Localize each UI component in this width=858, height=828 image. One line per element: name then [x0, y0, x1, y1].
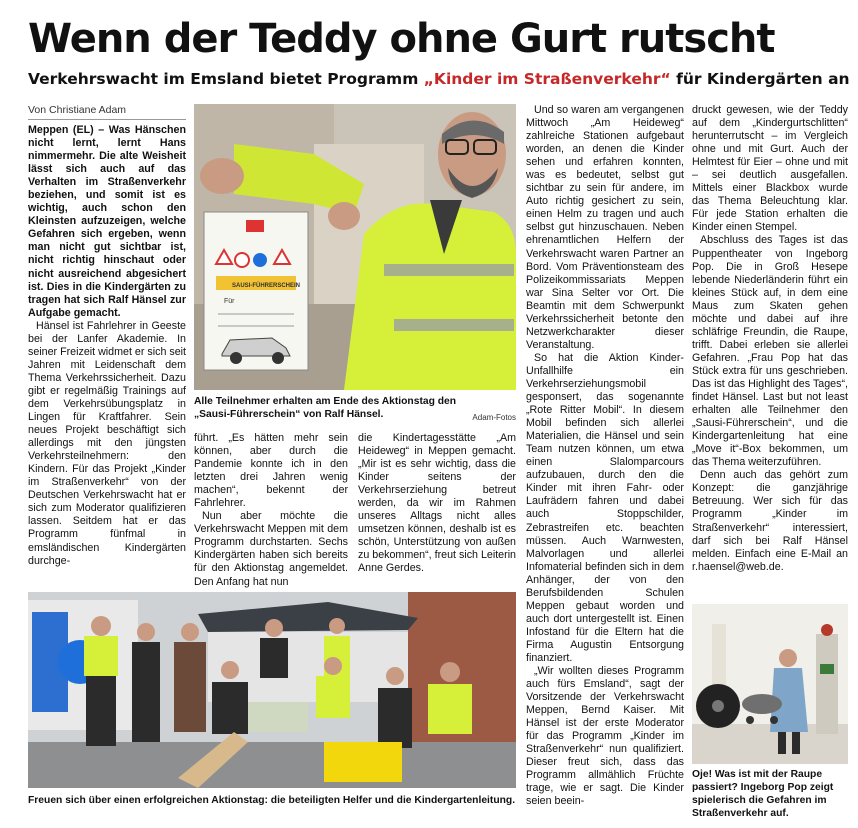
- byline-rule: [28, 119, 186, 120]
- lead-paragraph: Meppen (EL) – Was Hänschen nicht lernt, lernt Hans nimmermehr. Die alte Weisheit lässt sich auch auf das Verhalten im Straßenverkehr beziehen, und somit ist es wichtig, auch schon den Kleinsten aufzuzeigen, welche Gefahren sich ergeben, wenn man nicht gut sichtbar ist, nicht richtig hinschaut oder nicht ausreichend abgesichert ist. Dies in die Kindergärten zu tragen hat sich Ralf Hänsel zur Aufgabe gemacht.: [28, 124, 186, 319]
- paragraph: die Kindertagesstätte „Am Heideweg“ in Meppen gemacht. „Mir ist es sehr wichtig, dass die Kinder seitens der Verkehrserziehung betreut werden, da wir im Rahmen unseres Alltags nicht alles umsetzen können, deshalb ist es schön, Unterstützung von außen zu bekommen“, freut sich Leiterin Anne Gerdes.: [358, 432, 517, 575]
- paragraph: „Wir wollten dieses Programm auch fürs Emsland“, sagt der Vorsitzende der Verkehrswacht Meppen, Bernd Kaiser. Mit Hänsel ist der erste Moderator für das Programm „Kinder im Straßenverkehr“ nun qualifiziert. Dieser freut sich, dass das Programm allmählich Früchte trage, wie er sagt. Die Kinder seien beein-: [526, 665, 684, 808]
- paragraph: druckt gewesen, wie der Teddy auf dem „Kindergurtschlitten“ herunterrutscht – im Vergleich ohne und mit Gurt. Auch der Helmtest für Eier – ohne und mit – sei deutlich ausgefallen. Mittels einer Blackbox wurde das Thema Beleuchtung klar. Für jede Station erhalten die Kinder einen Stempel.: [692, 104, 848, 234]
- caption-right-photo: Oje! Was ist mit der Raupe passiert? Ingeborg Pop zeigt spielerisch die Gefahren im Straßenverkehr auf.: [692, 769, 834, 819]
- photo-helpers-group: [28, 592, 516, 788]
- headline: Wenn der Teddy ohne Gurt rutscht: [28, 16, 775, 62]
- photo-illustration: [194, 104, 516, 390]
- photo-sausi-fuehrerschein: [194, 104, 516, 390]
- photo-puppet-theater: [692, 604, 848, 764]
- subheadline-before: Verkehrswacht im Emsland bietet Programm: [28, 70, 424, 88]
- byline: Von Christiane Adam: [28, 104, 127, 116]
- paragraph: Hänsel ist Fahrlehrer in Geeste bei der Lanfer Akademie. In seiner Freizeit widmet er sich seit Jahren mit Leidenschaft dem Thema Verkehrssicherheit. Dazu gibt er regelmäßig Trainings auf dem Verkehrsübungsplatz in Lingen für Kraftfahrer. Sein neues Projekt beschäftigt sich allerdings mit den jüngsten Verkehrsteilnehmern: den Kindern. Für das Projekt „Kinder im Straßenverkehr“ von der Deutschen Verkehrswacht hat er sich zum Moderator qualifizieren lassen. Seitdem hat er das Programm fünfmal in emsländischen Kindergärten durchge-: [28, 319, 186, 567]
- column-5: [692, 104, 848, 596]
- paragraph: So hat die Aktion Kinder-Unfallhilfe ein Verkehrserziehungsmobil gesponsert, das sogenannte „Rote Ritter Mobil“. In diesem Mobil befinden sich allerlei Materialien, die Hänsel und sein Team nutzen können, um etwa einen Slalomparcours aufzubauen, durch den die Kinder mit ihren Fahr- oder Laufrädern fahren und dabei auch Stoppschilder, Zebrastreifen etc. beachten müssen. Auch Warnwesten, Malvorlagen und allerlei Infomaterial befinden sich in dem Anhänger, der von den Berufsbildenden Schulen Meppen gebaut worden und auch dort untergestellt ist. Einen Infostand für die Eltern hat die Firma Augustin Entsorgung finanziert.: [526, 351, 684, 664]
- column-4: [526, 104, 684, 820]
- caption-top-photo: Alle Teilnehmer erhalten am Ende des Aktionstag den „Sausi-Führerschein“ von Ralf Hänsel.: [194, 396, 457, 420]
- subheadline: [28, 68, 848, 90]
- paragraph: Abschluss des Tages ist das Puppentheater von Ingeborg Pop. Die in Groß Hesepe lebende Niederländerin führt ein kleines Stück auf, in dem eine Maus zum Skaten gehen möchte und dabei auf ihre schläfrige Freundin, die Raupe, trifft. Dabei erleben sie allerlei Gefahren. „Frau Pop hat das Stück extra für uns geschrieben. Das ist das Highlight des Tages“, findet Hänsel. Last but not least erhalten alle Teilnehmer den „Sausi-Führerschein“, und die Kindergartenleitung hat eine „Move it“-Box bekommen, um das Thema weiterzuführen.: [692, 234, 848, 469]
- column-2: [194, 432, 348, 589]
- photo-credit: Adam-Fotos: [472, 413, 516, 422]
- paragraph: Denn auch das gehört zum Konzept: die ganzjährige Betreuung. Wer sich für das Programm „Kinder im Straßenverkehr“ interessiert, darf sich bei Ralf Hänsel melden. Einfach eine E-Mail an r.haensel@web.de.: [692, 469, 848, 573]
- photo-illustration: [28, 592, 516, 788]
- photo-illustration: [692, 604, 848, 764]
- column-1: [28, 124, 186, 586]
- paragraph: führt. „Es hätten mehr sein können, aber durch die Pandemie konnte ich in den letzten drei Jahren wenig machen“, bekennt der Fahrlehrer.: [194, 432, 348, 510]
- subheadline-highlight: „Kinder im Straßenverkehr“: [423, 70, 671, 88]
- caption-bottom-photo: Freuen sich über einen erfolgreichen Aktionstag: die beteiligten Helfer und die Kindergartenleitung.: [28, 795, 516, 806]
- subheadline-after: für Kindergärten an: [670, 70, 850, 88]
- certificate-line: Für: [224, 298, 235, 305]
- paragraph: Und so waren am vergangenen Mittwoch „Am Heideweg“ zahlreiche Stationen aufgebaut worden, an denen die Kinder sehen und erfahren konnten, was es bedeutet, selbst gut sichtbar zu sein für andere, im Auto richtig gesichert zu sein, einen Helm zu tragen und auch selbst gut hinzuschauen. Neben ehrenamtlichen Helfern der Verkehrswacht waren Partner an Bord. Vom Präventionsteam des Polizeikommissariats Meppen war Sina Selter vor Ort. Die Beamtin mit dem Schwerpunkt Verkehrssicherheit betonte den Netzwerkcharakter dieser Veranstaltung.: [526, 104, 684, 351]
- certificate-title: SAUSI-FÜHRERSCHEIN: [231, 283, 300, 289]
- paragraph: Nun aber möchte die Verkehrswacht Meppen mit dem Programm durchstarten. Sechs Kindergärten haben sich bereits für den Aktionstag angemeldet. Den Anfang hat nun: [194, 510, 348, 588]
- column-3: [358, 432, 516, 576]
